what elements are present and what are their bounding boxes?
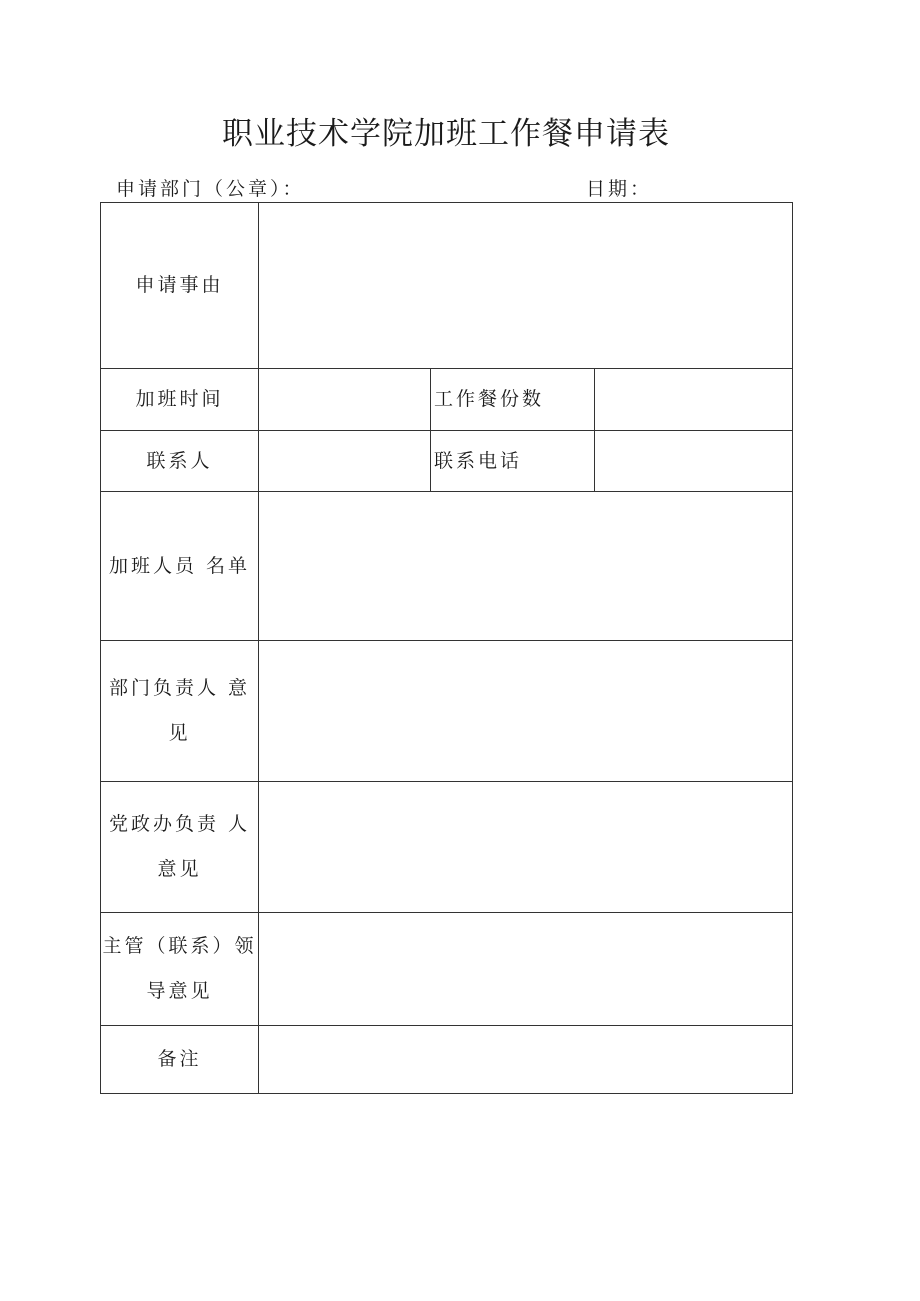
- date-label: 日期：: [586, 178, 653, 200]
- dept-head-opinion-field[interactable]: [259, 641, 793, 782]
- overtime-time-field[interactable]: [259, 369, 431, 431]
- table-row: [101, 782, 793, 913]
- remark-label: 备注: [101, 1026, 259, 1094]
- form-title: 职业技术学院加班工作餐申请表: [222, 116, 670, 152]
- contact-phone-label: 联系电话: [431, 431, 595, 492]
- remark-field[interactable]: [259, 1026, 793, 1094]
- contact-phone-field[interactable]: [595, 431, 793, 492]
- table-row: [101, 431, 793, 492]
- table-row: [101, 492, 793, 641]
- party-office-opinion-label: 党政办负责 人意见: [101, 782, 259, 913]
- meal-count-label: 工作餐份数: [431, 369, 595, 431]
- dept-head-opinion-label: 部门负责人 意见: [101, 641, 259, 782]
- overtime-time-label: 加班时间: [101, 369, 259, 431]
- department-label: 申请部门（公章）：: [116, 178, 305, 200]
- table-row: [101, 913, 793, 1026]
- staff-list-field[interactable]: [259, 492, 793, 641]
- staff-list-label: 加班人员 名单: [101, 492, 259, 641]
- meal-count-field[interactable]: [595, 369, 793, 431]
- party-office-opinion-field[interactable]: [259, 782, 793, 913]
- contact-person-label: 联系人: [101, 431, 259, 492]
- table-row: [101, 641, 793, 782]
- table-row: [101, 203, 793, 369]
- contact-person-field[interactable]: [259, 431, 431, 492]
- leader-opinion-field[interactable]: [259, 913, 793, 1026]
- table-row: [101, 1026, 793, 1094]
- leader-opinion-label: 主管（联系）领导意见: [101, 913, 259, 1026]
- application-form-table: [100, 202, 793, 1094]
- reason-label: 申请事由: [101, 203, 259, 369]
- table-row: [101, 369, 793, 431]
- reason-field[interactable]: [259, 203, 793, 369]
